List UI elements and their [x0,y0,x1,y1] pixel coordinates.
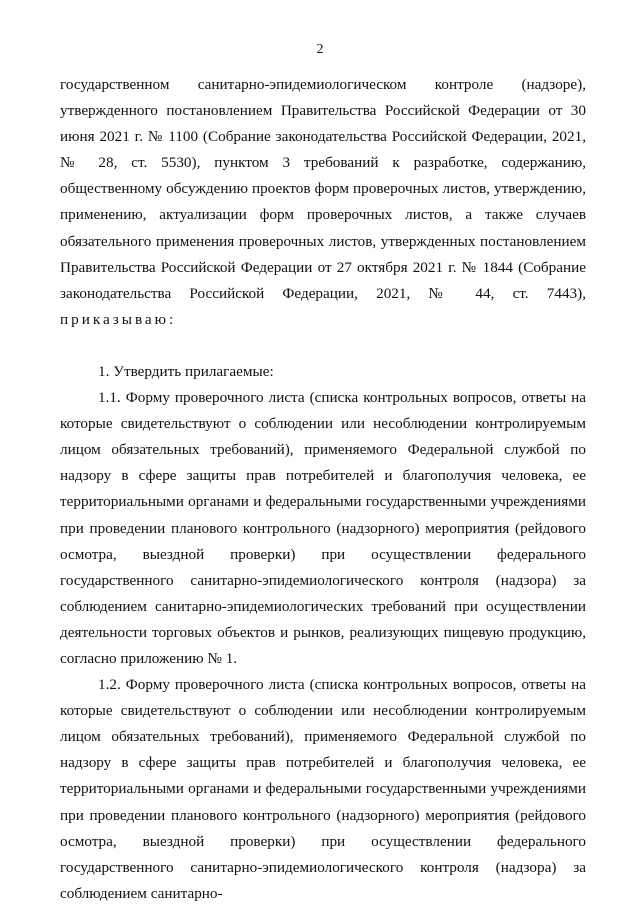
page-number: 2 [316,42,324,57]
intro-paragraph [60,72,586,333]
intro-text: государственном санитарно-эпидемиологическом контроле (надзоре), утвержденного постановлением Правительства Российской Федерации от 30 июня 2021 г. № 1100 (Собрание законодательства Российской Федерации, 2021, № 28, ст. 5530), пунктом 3 требований к разработке, содержанию, общественному обсуждению проектов форм проверочных листов, утверждению, применению, актуализации форм проверочных листов, а также случаев обязательного применения проверочных листов, утвержденных постановлением Правительства Российской Федерации от 27 октября 2021 г. № 1844 (Собрание законодательства Российской Федерации, 2021, № 44, ст. 7443), [60,76,586,302]
order-word: приказываю: [60,310,177,328]
item-1-paragraph: 1. Утвердить прилагаемые: [98,362,274,380]
document-body [60,72,586,907]
paragraph-gap [60,333,586,359]
item-1-2-paragraph: 1.2. Форму проверочного листа (списка контрольных вопросов, ответы на которые свидетельствуют о соблюдении или несоблюдении контролируемым лицом обязательных требований), применяемого Федеральной службой по надзору в сфере защиты прав потребителей и благополучия человека, ее территориальными органами и федеральными государственными учреждениями при проведении планового контрольного (надзорного) мероприятия (рейдового осмотра, выездной проверки) при осуществлении федерального государственного санитарно-эпидемиологического контроля (надзора) за соблюдением санитарно- [60,676,586,902]
item-1-1-paragraph: 1.1. Форму проверочного листа (списка контрольных вопросов, ответы на которые свидетельствуют о соблюдении или несоблюдении контролируемым лицом обязательных требований), применяемого Федеральной службой по надзору в сфере защиты прав потребителей и благополучия человека, ее территориальными органами и федеральными государственными учреждениями при проведении планового контрольного (надзорного) мероприятия (рейдового осмотра, выездной проверки) при осуществлении федерального государственного санитарно-эпидемиологического контроля (надзора) за соблюдением санитарно-эпидемиологических требований при осуществлении деятельности торговых объектов и рынков, реализующих пищевую продукцию, согласно приложению № 1. [60,389,586,667]
